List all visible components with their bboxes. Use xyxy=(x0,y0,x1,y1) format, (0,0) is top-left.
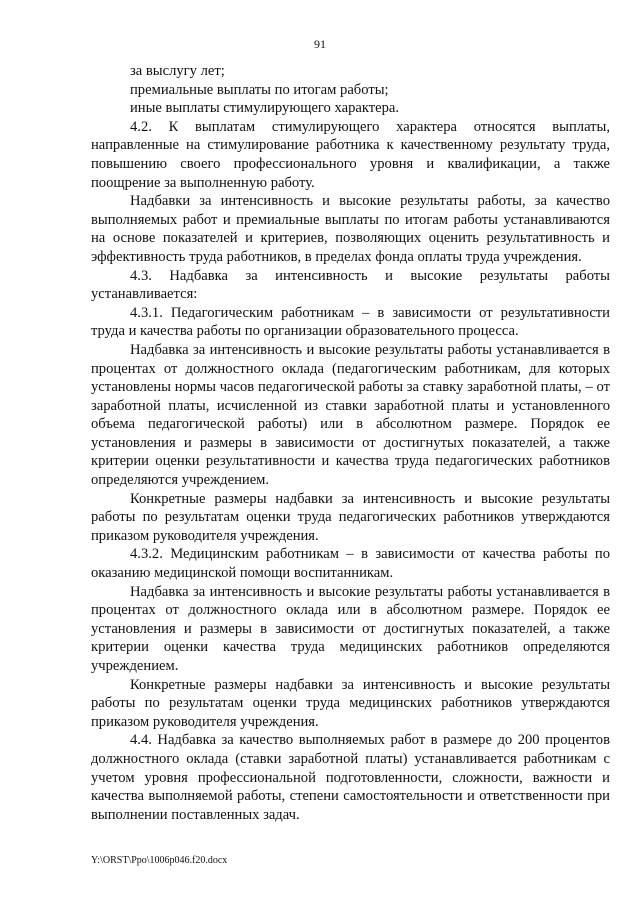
paragraph-4-2: 4.2. К выплатам стимулирующего характера относятся выплаты, направленные на стимулирование работника к качественному результату труда, повышению своего профессионального уровня и квалификации, а также поощрение за выполненную работу. xyxy=(91,118,610,191)
paragraph-list-item-bonus: премиальные выплаты по итогам работы; xyxy=(130,81,389,98)
paragraph-4-3-1: 4.3.1. Педагогическим работникам – в зависимости от результативности труда и качества работы по организации образовательного процесса. xyxy=(91,304,610,340)
paragraph-4-4: 4.4. Надбавка за качество выполняемых работ в размере до 200 процентов должностного оклада (ставки заработной платы) устанавливается работникам с учетом уровня профессиональной подготовленности, сложности, важности и качества выполняемой работы, степени самостоятельности и ответственности при выполнении поставленных задач. xyxy=(91,732,610,823)
page-number: 91 xyxy=(314,37,326,51)
document-body xyxy=(91,62,610,824)
paragraph-list-item-seniority: за выслугу лет; xyxy=(130,63,225,79)
paragraph-list-item-other: иные выплаты стимулирующего характера. xyxy=(130,100,400,117)
footer-file-path: Y:\ORST\Ppo\1006p046.f20.docx xyxy=(91,855,228,866)
paragraph-bonus-basis: Надбавки за интенсивность и высокие результаты работы, за качество выполняемых работ и премиальные выплаты по итогам работы устанавливаются на основе показателей и критериев, позволяющих оценить результативность и эффективность труда работников, в пределах фонда оплаты труда учреждения. xyxy=(91,193,610,265)
paragraph-medical-bonus: Надбавка за интенсивность и высокие результаты работы устанавливается в процентах от должностного оклада или в абсолютном размере. Порядок ее установления и размеры в зависимости от достигнутых показателей, а также критерии оценки качества труда медицинских работников определяются учреждением. xyxy=(91,583,610,674)
paragraph-4-3: 4.3. Надбавка за интенсивность и высокие результаты работы устанавливается: xyxy=(91,267,610,303)
paragraph-medical-bonus-approval: Конкретные размеры надбавки за интенсивность и высокие результаты работы по результатам оценки труда медицинских работников утверждаются приказом руководителя учреждения. xyxy=(91,676,610,730)
paragraph-teacher-bonus: Надбавка за интенсивность и высокие результаты работы устанавливается в процентах от должностного оклада (педагогическим работникам, для которых установлены нормы часов педагогической работы за ставку заработной платы, – от заработной платы, исчисленной из ставки заработной платы и установленного объема педагогической работы) или в абсолютном размере. Порядок ее установления и размеры в зависимости от достигнутых показателей, а также критерии оценки результативности и качества труда педагогических работников определяются учреждением. xyxy=(91,341,610,489)
paragraph-teacher-bonus-approval: Конкретные размеры надбавки за интенсивность и высокие результаты работы по результатам оценки труда педагогических работников утверждаются приказом руководителя учреждения. xyxy=(91,490,610,544)
paragraph-4-3-2: 4.3.2. Медицинским работникам – в зависимости от качества работы по оказанию медицинской помощи воспитанникам. xyxy=(91,546,610,582)
